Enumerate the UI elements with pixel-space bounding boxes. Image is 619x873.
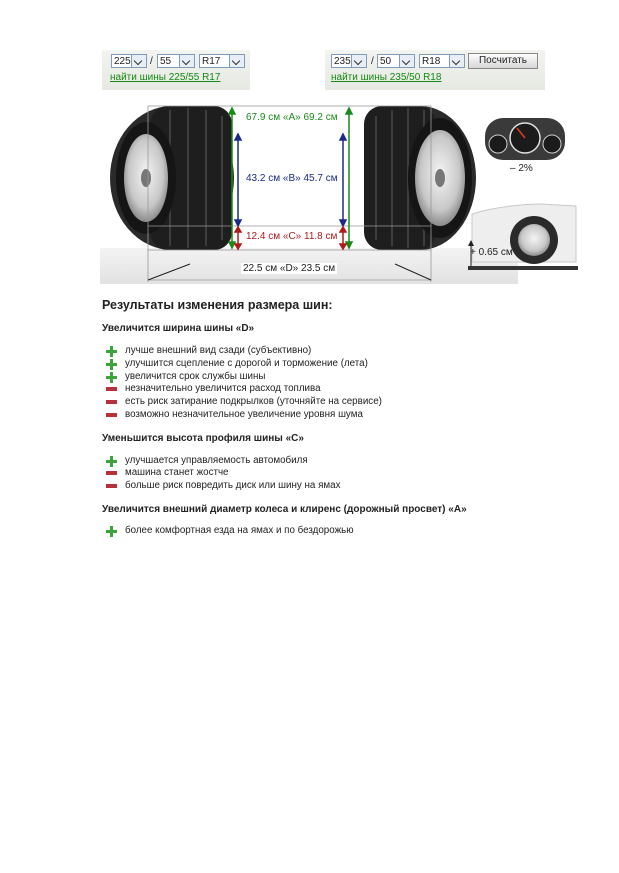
minus-icon xyxy=(106,410,117,421)
results-title: Результаты изменения размера шин: xyxy=(102,298,333,312)
list-item-text: возможно незначительное увеличение уровня шума xyxy=(125,409,363,420)
list-item-text: есть риск затирание подкрылков (уточняйте на сервисе) xyxy=(125,396,382,407)
plus-icon xyxy=(106,346,117,357)
section-heading-width: Увеличится ширина шины «D» xyxy=(102,323,255,334)
minus-icon xyxy=(106,384,117,395)
left-tire-image xyxy=(110,106,234,250)
plus-icon xyxy=(106,372,117,383)
right-find-tires-link[interactable]: найти шины 235/50 R18 xyxy=(331,72,442,83)
list-item-text: улучшится сцепление с дорогой и торможение (лета) xyxy=(125,358,368,369)
dimension-a-label: 67.9 см «A» 69.2 см xyxy=(246,112,338,123)
right-width-value: 235 xyxy=(334,56,351,67)
list-item-text: улучшается управляемость автомобиля xyxy=(125,455,308,466)
list-item-text: увеличится срок службы шины xyxy=(125,371,266,382)
car-clearance-icon xyxy=(468,204,578,270)
clearance-delta-label: + 0.65 см xyxy=(470,247,513,258)
section-heading-profile: Уменьшится высота профиля шины «C» xyxy=(102,433,304,444)
list-item-text: незначительно увеличится расход топлива xyxy=(125,383,321,394)
calculate-button[interactable]: Посчитать xyxy=(468,53,538,69)
dimension-c-label: 12.4 см «C» 11.8 см xyxy=(246,231,338,242)
plus-icon xyxy=(106,359,117,370)
minus-icon xyxy=(106,468,117,479)
tire-diagram xyxy=(0,0,619,300)
right-separator: / xyxy=(371,56,374,67)
dimension-d-label: 22.5 см «D» 23.5 см xyxy=(243,263,336,274)
left-width-value: 225 xyxy=(114,56,131,67)
list-item-text: более комфортная езда на ямах и по бездорожью xyxy=(125,525,354,536)
list-item-text: лучше внешний вид сзади (субъективно) xyxy=(125,345,312,356)
left-separator: / xyxy=(150,56,153,67)
speed-delta-label: – 2% xyxy=(510,163,533,174)
dimension-b-label: 43.2 см «B» 45.7 см xyxy=(246,173,338,184)
right-profile-value: 50 xyxy=(380,56,392,67)
minus-icon xyxy=(106,481,117,492)
right-rim-value: R18 xyxy=(422,56,441,67)
right-tire-image xyxy=(364,106,476,250)
plus-icon xyxy=(106,526,117,537)
minus-icon xyxy=(106,397,117,408)
left-find-tires-link[interactable]: найти шины 225/55 R17 xyxy=(110,72,221,83)
speedometer-icon xyxy=(485,118,565,160)
list-item-text: больше риск повредить диск или шину на ямах xyxy=(125,480,341,491)
left-profile-value: 55 xyxy=(160,56,172,67)
plus-icon xyxy=(106,456,117,467)
left-rim-value: R17 xyxy=(202,56,221,67)
section-heading-diameter: Увеличится внешний диаметр колеса и клиренс (дорожный просвет) «A» xyxy=(102,504,467,515)
list-item-text: машина станет жостче xyxy=(125,467,229,478)
